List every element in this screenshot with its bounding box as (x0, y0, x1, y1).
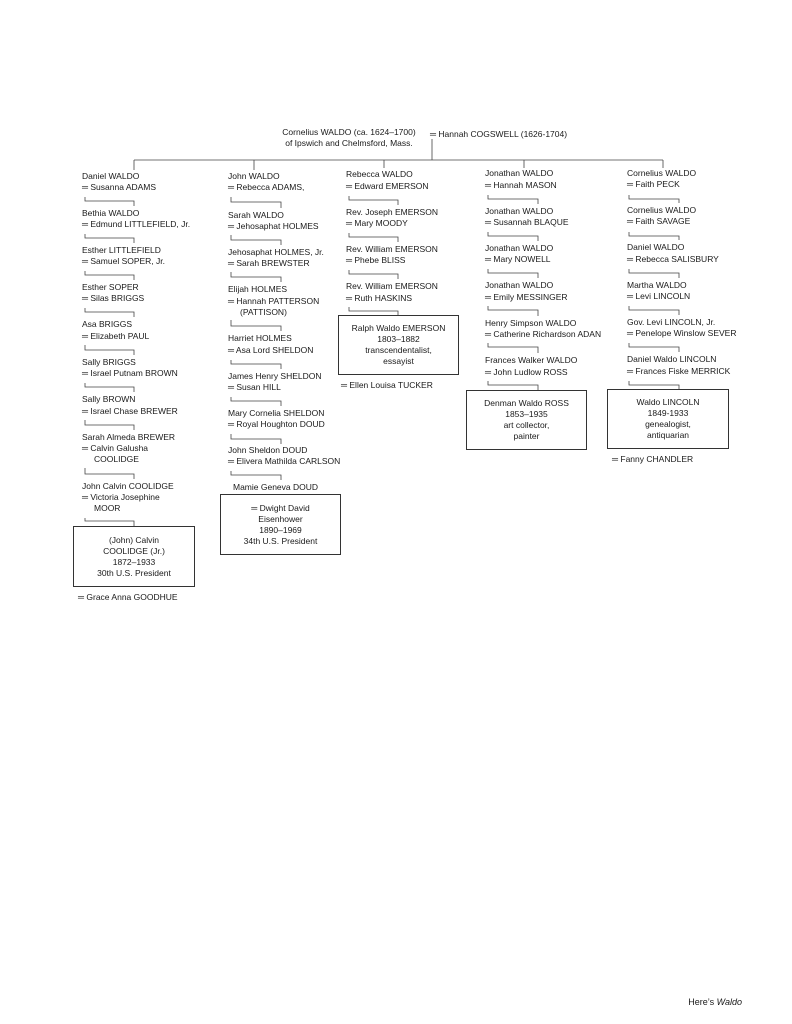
footer-italic: Waldo (716, 997, 742, 1007)
person-label: Bethia WALDO (82, 208, 140, 218)
box-line: COOLIDGE (Jr.) (103, 546, 165, 556)
box-line: art collector, (503, 420, 550, 430)
person-label: Harriet HOLMES (228, 333, 292, 343)
spouse-label: ═ Calvin Galusha (82, 443, 149, 453)
spouse-label: ═ Fanny CHANDLER (612, 454, 694, 464)
spouse-label: ═ Asa Lord SHELDON (228, 345, 314, 355)
spouse-label: ═ Susan HILL (228, 382, 281, 392)
box-line: 34th U.S. President (243, 536, 318, 546)
person-label: Rebecca WALDO (346, 169, 413, 179)
box-line: transcendentalist, (365, 345, 432, 355)
spouse-label: ═ Israel Putnam BROWN (82, 368, 178, 378)
box-line: painter (513, 431, 540, 441)
root-mother: ═ Hannah COGSWELL (1626-1704) (430, 129, 568, 139)
spouse-label: ═ Silas BRIGGS (82, 293, 145, 303)
spouse-label: ═ Jehosaphat HOLMES (228, 221, 319, 231)
box-line: Denman Waldo ROSS (484, 398, 569, 408)
spouse-label: ═ Susanna ADAMS (82, 182, 157, 192)
box-line: ═ Dwight David (251, 503, 310, 513)
person-label: Rev. Joseph EMERSON (346, 207, 438, 217)
person-label: Martha WALDO (627, 280, 687, 290)
box-line: Ralph Waldo EMERSON (351, 323, 446, 333)
spouse-label: ═ Mary MOODY (346, 218, 408, 228)
notable-box-ross (466, 390, 587, 450)
person-label: Rev. William EMERSON (346, 244, 438, 254)
notable-box-coolidge (73, 526, 195, 587)
person-label: Cornelius WALDO (627, 205, 697, 215)
box-line: 30th U.S. President (97, 568, 171, 578)
person-label: Jehosaphat HOLMES, Jr. (228, 247, 324, 257)
spouse-label: ═ Grace Anna GOODHUE (78, 592, 178, 602)
person-label: Sarah WALDO (228, 210, 284, 220)
person-label: John Calvin COOLIDGE (82, 481, 174, 491)
spouse-label: ═ Phebe BLISS (346, 255, 406, 265)
spouse-label: ═ Faith PECK (627, 179, 680, 189)
spouse-label: ═ Royal Houghton DOUD (228, 419, 325, 429)
notable-box-eisenhower (220, 494, 341, 555)
spouse-label: ═ Penelope Winslow SEVER (627, 328, 737, 338)
person-label: Jonathan WALDO (485, 206, 554, 216)
box-line: essayist (383, 356, 414, 366)
spouse-label: ═ Mary NOWELL (485, 254, 551, 264)
person-label: Frances Walker WALDO (485, 355, 578, 365)
spouse-label-cont: MOOR (94, 503, 121, 513)
box-line: (John) Calvin (108, 535, 160, 545)
person-label: Sally BROWN (82, 394, 136, 404)
box-line: Waldo LINCOLN (636, 397, 700, 407)
running-footer (688, 997, 742, 1008)
spouse-label: ═ Hannah MASON (485, 180, 557, 190)
person-label: Mamie Geneva DOUD (233, 482, 319, 492)
footer-text: Here’s (688, 997, 717, 1007)
spouse-label: ═ Ellen Louisa TUCKER (341, 380, 433, 390)
person-label: Elijah HOLMES (228, 284, 288, 294)
person-label: Asa BRIGGS (82, 319, 133, 329)
spouse-label: ═ Elizabeth PAUL (82, 331, 150, 341)
person-label: Sally BRIGGS (82, 357, 136, 367)
spouse-label: ═ Rebecca ADAMS, (228, 182, 305, 192)
person-label: Jonathan WALDO (485, 280, 554, 290)
person-label: Cornelius WALDO (627, 168, 697, 178)
person-label: Esther LITTLEFIELD (82, 245, 161, 255)
box-line: genealogist, (645, 419, 691, 429)
box-line: 1872–1933 (112, 557, 156, 567)
person-label: John WALDO (228, 171, 280, 181)
spouse-label: ═ Rebecca SALISBURY (627, 254, 719, 264)
person-label: Daniel WALDO (627, 242, 685, 252)
spouse-label: ═ Emily MESSINGER (485, 292, 568, 302)
spouse-label: ═ Hannah PATTERSON (228, 296, 320, 306)
spouse-label: ═ Sarah BREWSTER (228, 258, 310, 268)
spouse-label: ═ Frances Fiske MERRICK (627, 366, 731, 376)
person-label: Mary Cornelia SHELDON (228, 408, 325, 418)
person-label: John Sheldon DOUD (228, 445, 308, 455)
person-label: James Henry SHELDON (228, 371, 322, 381)
person-label: Jonathan WALDO (485, 168, 554, 178)
person-label: Esther SOPER (82, 282, 139, 292)
spouse-label: ═ John Ludlow ROSS (485, 367, 568, 377)
spouse-label: ═ Faith SAVAGE (627, 216, 691, 226)
person-label: Daniel Waldo LINCOLN (627, 354, 717, 364)
spouse-label: ═ Elivera Mathilda CARLSON (228, 456, 341, 466)
root-father-name: Cornelius WALDO (ca. 1624–1700) (282, 127, 416, 137)
box-line: 1849-1933 (647, 408, 689, 418)
person-label: Daniel WALDO (82, 171, 140, 181)
spouse-label: ═ Susannah BLAQUE (485, 217, 569, 227)
box-line: 1853–1935 (505, 409, 548, 419)
spouse-label: ═ Levi LINCOLN (627, 291, 691, 301)
spouse-label: ═ Catherine Richardson ADAN (485, 329, 602, 339)
notable-box-lincoln (607, 389, 729, 449)
box-line: antiquarian (646, 430, 690, 440)
notable-box-emerson (338, 315, 459, 375)
root-father (262, 127, 436, 149)
person-label: Jonathan WALDO (485, 243, 554, 253)
box-line: 1803–1882 (377, 334, 420, 344)
spouse-label: ═ Ruth HASKINS (346, 293, 413, 303)
person-label: Gov. Levi LINCOLN, Jr. (627, 317, 716, 327)
spouse-label: ═ Victoria Josephine (82, 492, 160, 502)
person-label: Rev. William EMERSON (346, 281, 438, 291)
spouse-label-cont: (PATTISON) (240, 307, 287, 317)
person-label: Sarah Almeda BREWER (82, 432, 176, 442)
spouse-label: ═ Samuel SOPER, Jr. (82, 256, 166, 266)
spouse-label: ═ Edmund LITTLEFIELD, Jr. (82, 219, 191, 229)
person-label: Henry Simpson WALDO (485, 318, 577, 328)
spouse-label: ═ Israel Chase BREWER (82, 406, 178, 416)
box-line: 1890–1969 (259, 525, 302, 535)
box-line: Eisenhower (258, 514, 303, 524)
spouse-label-cont: COOLIDGE (94, 454, 139, 464)
spouse-label: ═ Edward EMERSON (346, 181, 429, 191)
root-father-place: of Ipswich and Chelmsford, Mass. (285, 138, 413, 148)
